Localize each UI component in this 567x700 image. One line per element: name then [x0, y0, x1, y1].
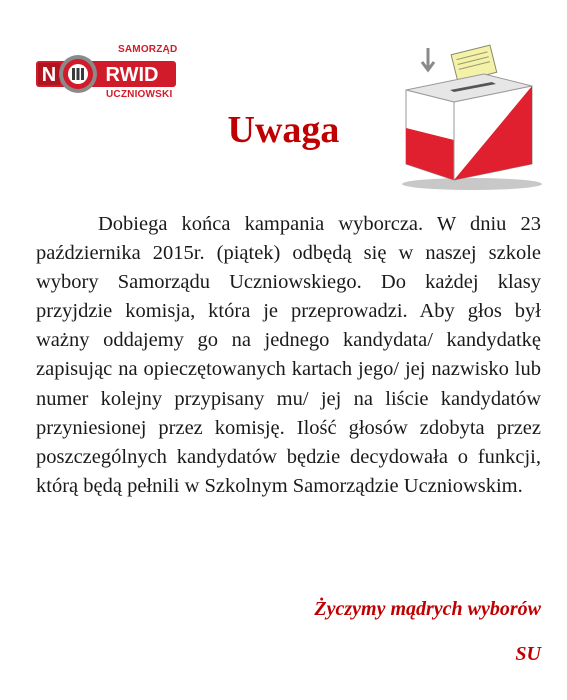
school-council-logo: [32, 44, 182, 106]
logo-top-text: SAMORZĄD: [118, 44, 178, 55]
announcement-body: Dobiega końca kampania wyborcza. W dniu 23 października 2015r. (piątek) odbędą się w naszej szkole wybory Samorządu Uczniowskiego. Do każdej klasy przyjdzie komisja, która je przeprowadzi. Aby głos był ważny oddajemy go na jednego kandydata/ kandydatkę zapisując na opieczętowanych kartach jego/ jej nazwisko lub numer kolejny przypisany mu/ jej na liście kandydatów przyniesionej przez komisję. Ilość głosów zdobyta przez poszczególnych kandydatów będzie decydowała o funkcji, którą będą pełnili w Szkolnym Samorządzie Uczniowskim.: [36, 213, 541, 497]
page-title: Uwaga: [227, 109, 340, 151]
svg-text:RWID: RWID: [105, 64, 159, 86]
closing-wish: Życzymy mądrych wyborów: [314, 598, 541, 620]
signature: SU: [515, 643, 541, 665]
logo-bottom-text: UCZNIOWSKI: [106, 89, 173, 100]
ballot-box-illustration: [392, 40, 542, 192]
svg-text:N: N: [41, 64, 57, 86]
